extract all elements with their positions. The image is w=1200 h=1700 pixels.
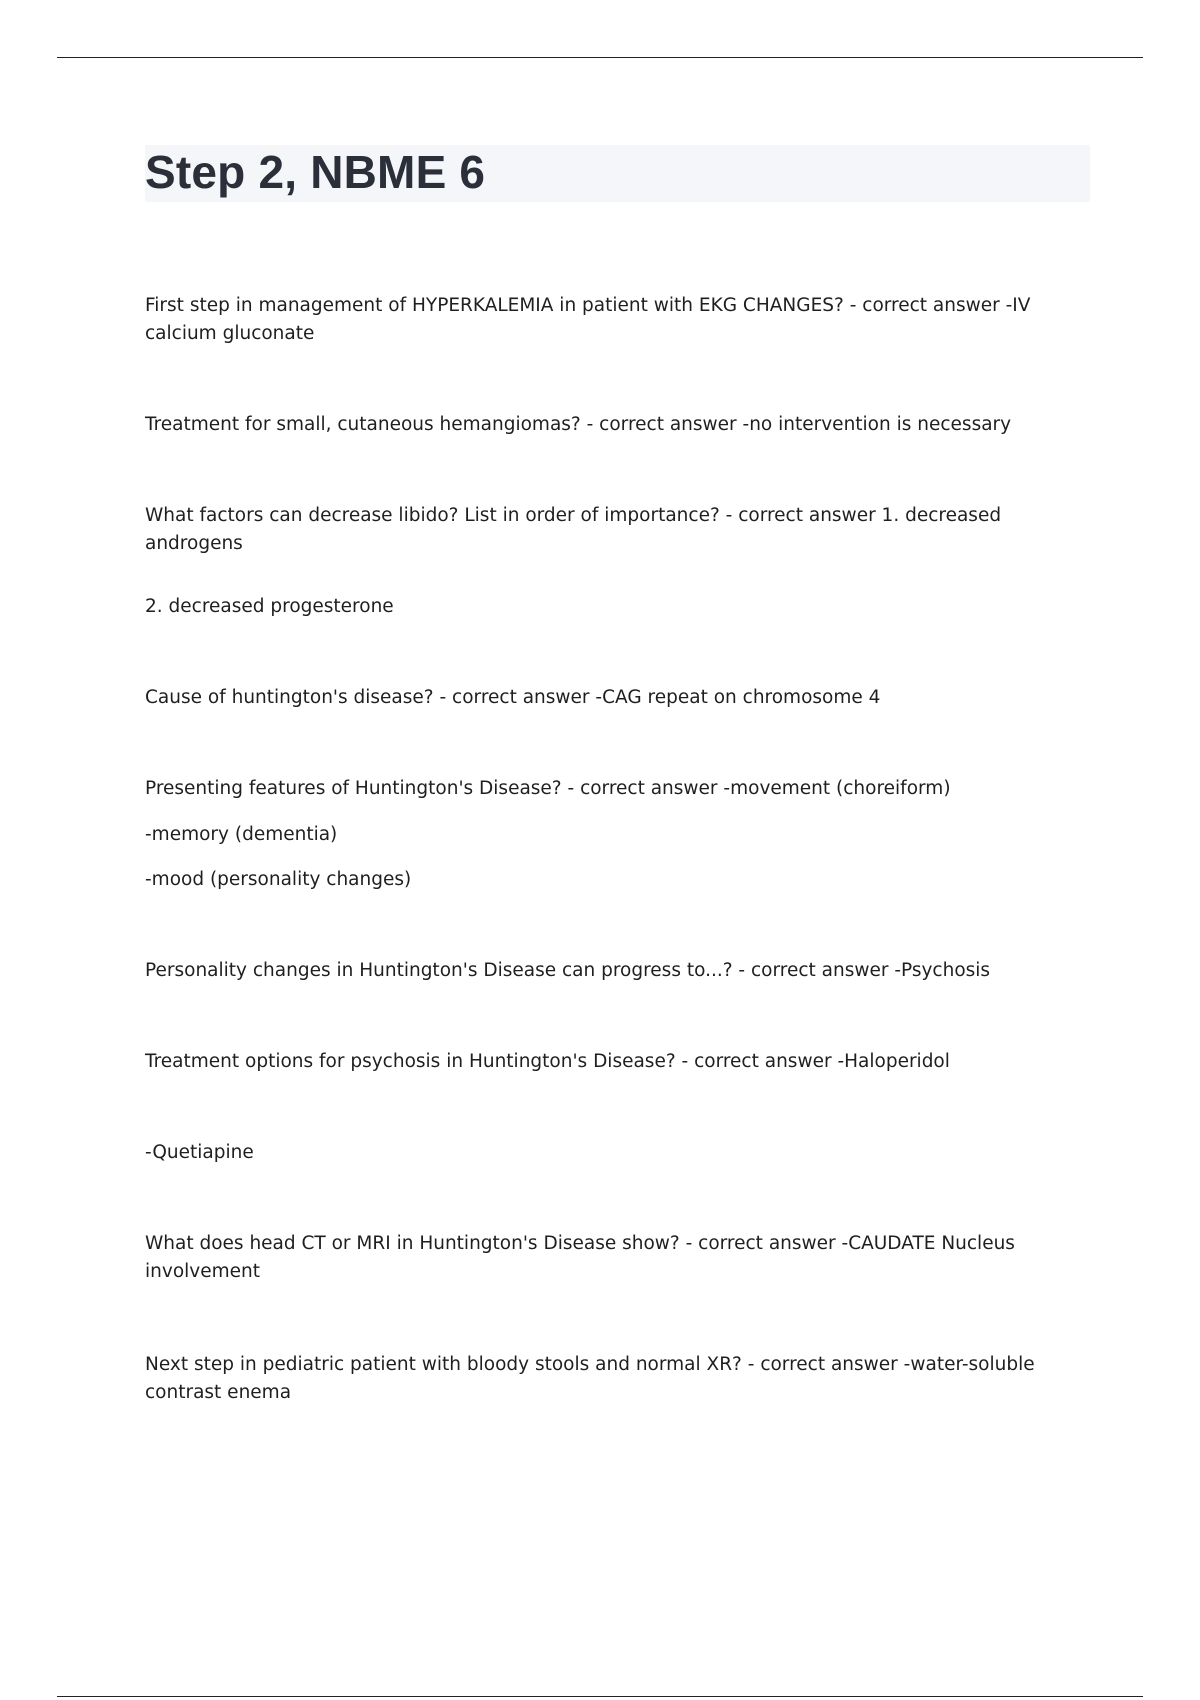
qa-huntington-psychosis: Personality changes in Huntington's Disease can progress to...? - correct answer -Psychosis <box>145 960 991 981</box>
qa-huntington-features-mood: -mood (personality changes) <box>145 869 412 890</box>
qa-psychosis-treatment-quetiapine: -Quetiapine <box>145 1142 254 1163</box>
qa-psychosis-treatment: Treatment options for psychosis in Huntington's Disease? - correct answer -Haloperidol <box>145 1051 950 1072</box>
qa-huntington-imaging: What does head CT or MRI in Huntington's Disease show? - correct answer -CAUDATE Nucleus involvement <box>145 1233 1015 1282</box>
qa-libido-item-2: 2. decreased progesterone <box>145 596 394 617</box>
qa-pediatric-bloody-stools: Next step in pediatric patient with bloody stools and normal XR? - correct answer -water-soluble contrast enema <box>145 1354 1035 1403</box>
qa-huntington-features-memory: -memory (dementia) <box>145 824 338 845</box>
bottom-rule <box>57 1696 1143 1697</box>
top-rule <box>57 57 1143 58</box>
qa-huntington-features: Presenting features of Huntington's Disease? - correct answer -movement (choreiform) <box>145 778 951 799</box>
qa-hemangiomas: Treatment for small, cutaneous hemangiomas? - correct answer -no intervention is necessary <box>145 414 1012 435</box>
document-title: Step 2, NBME 6 <box>145 146 486 198</box>
qa-huntington-cause: Cause of huntington's disease? - correct answer -CAG repeat on chromosome 4 <box>145 687 881 708</box>
qa-libido: What factors can decrease libido? List in order of importance? - correct answer 1. decreased androgens <box>145 505 1002 554</box>
qa-hyperkalemia: First step in management of HYPERKALEMIA in patient with EKG CHANGES? - correct answer -IV calcium gluconate <box>145 295 1031 344</box>
